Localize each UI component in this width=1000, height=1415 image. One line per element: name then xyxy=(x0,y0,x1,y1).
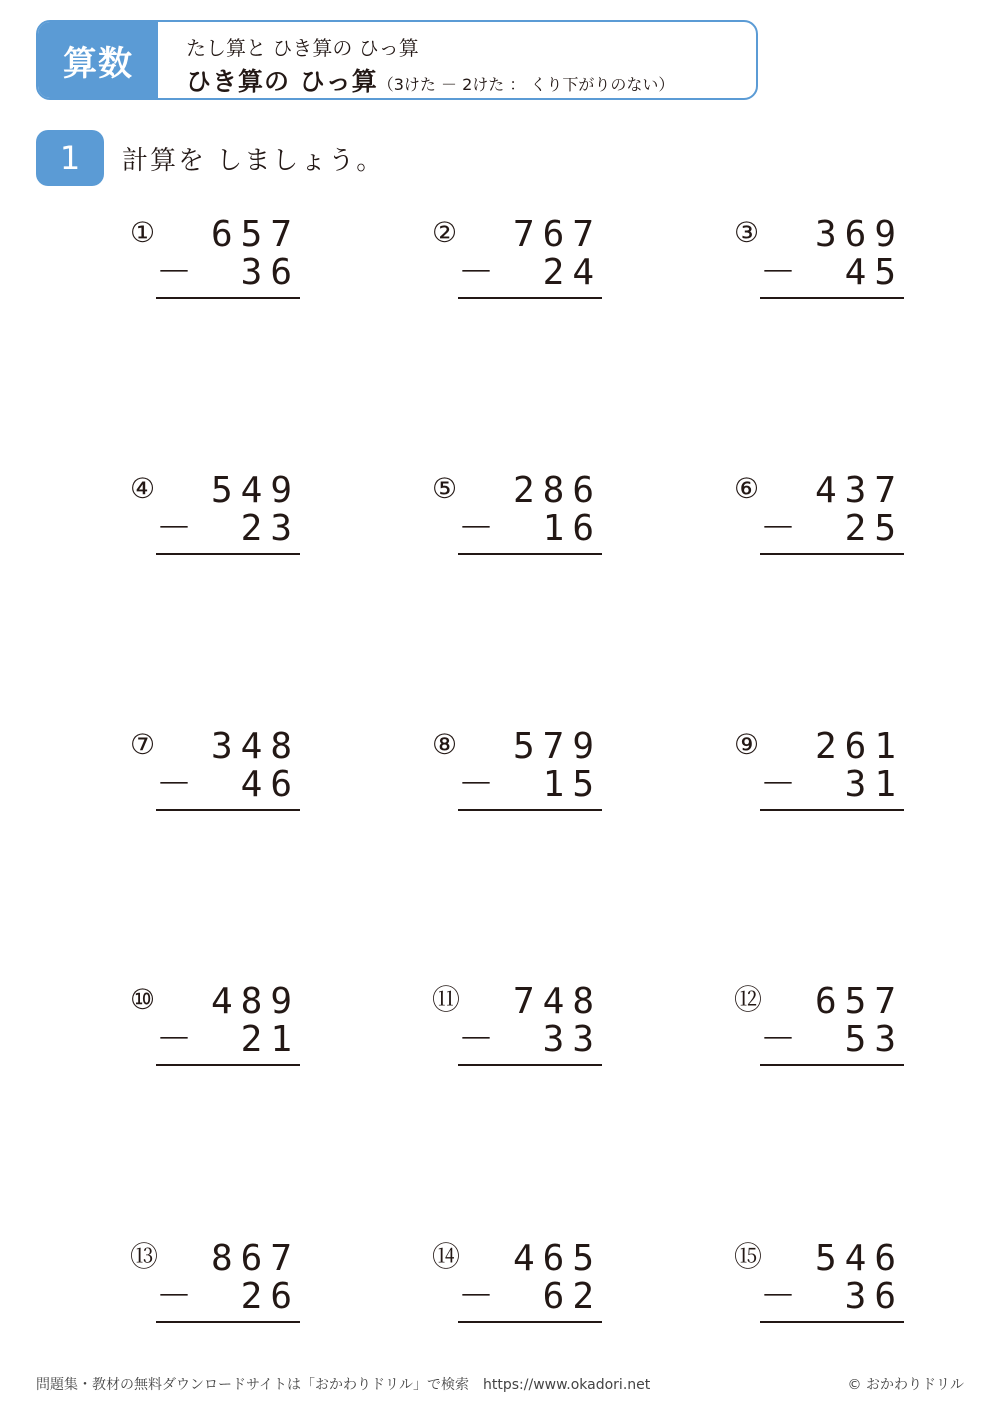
answer-line xyxy=(156,553,300,555)
answer-line xyxy=(458,809,602,811)
minus-sign: － xyxy=(156,508,193,549)
instruction-text: 計算を しましょう。 xyxy=(122,146,385,176)
answer-line xyxy=(458,297,602,299)
minus-sign: － xyxy=(760,252,797,293)
subtrahend: 26 xyxy=(240,1276,300,1317)
minus-sign: － xyxy=(760,1276,797,1317)
problem xyxy=(432,1239,602,1319)
minus-sign: － xyxy=(760,764,797,805)
answer-line xyxy=(760,553,904,555)
minuend: 261 xyxy=(814,726,904,767)
subtrahend: 36 xyxy=(844,1276,904,1317)
problem-number: ⑤ xyxy=(432,472,458,505)
answer-line xyxy=(156,1321,300,1323)
subtrahend: 33 xyxy=(542,1019,602,1060)
problem xyxy=(432,982,602,1062)
minuend: 437 xyxy=(814,470,904,511)
problem xyxy=(734,471,904,551)
problem xyxy=(734,727,904,807)
minus-sign: － xyxy=(458,252,495,293)
problem-number: ⑫ xyxy=(734,983,763,1016)
problem xyxy=(432,471,602,551)
minuend: 579 xyxy=(512,726,602,767)
minuend: 657 xyxy=(814,981,904,1022)
title-note: （3けた － 2けた ： くり下がりのない） xyxy=(377,75,675,94)
subtrahend: 46 xyxy=(240,764,300,805)
minuend: 767 xyxy=(512,214,602,255)
problem-number: ⑪ xyxy=(432,983,461,1016)
minus-sign: － xyxy=(458,764,495,805)
header-title-row xyxy=(186,62,674,98)
problem-number: ③ xyxy=(734,216,760,249)
minus-sign: － xyxy=(760,1019,797,1060)
problem-number: ⑮ xyxy=(734,1240,763,1273)
question-number-badge: 1 xyxy=(36,130,104,186)
problem-number: ⑭ xyxy=(432,1240,461,1273)
answer-line xyxy=(760,809,904,811)
answer-line xyxy=(156,1064,300,1066)
subtrahend: 24 xyxy=(542,252,602,293)
minuend: 465 xyxy=(512,1238,602,1279)
problem-number: ⑧ xyxy=(432,728,458,761)
problem xyxy=(432,727,602,807)
subtrahend: 25 xyxy=(844,508,904,549)
subtrahend: 62 xyxy=(542,1276,602,1317)
subtrahend: 16 xyxy=(542,508,602,549)
problem-number: ① xyxy=(130,216,156,249)
problem-number: ④ xyxy=(130,472,156,505)
problem xyxy=(130,727,300,807)
minuend: 348 xyxy=(210,726,300,767)
minuend: 549 xyxy=(210,470,300,511)
subtrahend: 31 xyxy=(844,764,904,805)
problem xyxy=(432,215,602,295)
subject-badge: 算数 xyxy=(38,22,158,98)
answer-line xyxy=(760,297,904,299)
problem-number: ⑬ xyxy=(130,1240,159,1273)
problem xyxy=(130,471,300,551)
problem xyxy=(734,982,904,1062)
subtrahend: 15 xyxy=(542,764,602,805)
problem xyxy=(130,215,300,295)
answer-line xyxy=(156,809,300,811)
subtrahend: 21 xyxy=(240,1019,300,1060)
subtrahend: 45 xyxy=(844,252,904,293)
minuend: 748 xyxy=(512,981,602,1022)
minus-sign: － xyxy=(156,1019,193,1060)
minus-sign: － xyxy=(156,252,193,293)
minus-sign: － xyxy=(458,1276,495,1317)
minuend: 369 xyxy=(814,214,904,255)
minus-sign: － xyxy=(760,508,797,549)
problem xyxy=(734,215,904,295)
problem-number: ⑦ xyxy=(130,728,156,761)
minus-sign: － xyxy=(458,508,495,549)
answer-line xyxy=(458,1321,602,1323)
minuend: 657 xyxy=(210,214,300,255)
problem-number: ⑩ xyxy=(130,983,156,1016)
footer-text: 問題集・教材の無料ダウンロードサイトは「おかわりドリル」で検索 https://www.okadori.net xyxy=(36,1377,651,1393)
minuend: 489 xyxy=(210,981,300,1022)
problem-number: ⑨ xyxy=(734,728,760,761)
answer-line xyxy=(156,297,300,299)
problem-number: ② xyxy=(432,216,458,249)
subtrahend: 36 xyxy=(240,252,300,293)
answer-line xyxy=(458,553,602,555)
minus-sign: － xyxy=(156,1276,193,1317)
minuend: 546 xyxy=(814,1238,904,1279)
minus-sign: － xyxy=(458,1019,495,1060)
page-title: ひき算の ひっ算 xyxy=(186,67,378,96)
problem xyxy=(130,982,300,1062)
minuend: 867 xyxy=(210,1238,300,1279)
problem-number: ⑥ xyxy=(734,472,760,505)
answer-line xyxy=(458,1064,602,1066)
problem xyxy=(130,1239,300,1319)
minuend: 286 xyxy=(512,470,602,511)
problem xyxy=(734,1239,904,1319)
answer-line xyxy=(760,1064,904,1066)
footer-copyright: © おかわりドリル xyxy=(847,1377,964,1393)
header-subtitle: たし算と ひき算の ひっ算 xyxy=(186,36,419,60)
subtrahend: 23 xyxy=(240,508,300,549)
minus-sign: － xyxy=(156,764,193,805)
subtrahend: 53 xyxy=(844,1019,904,1060)
answer-line xyxy=(760,1321,904,1323)
header-box xyxy=(36,20,758,100)
